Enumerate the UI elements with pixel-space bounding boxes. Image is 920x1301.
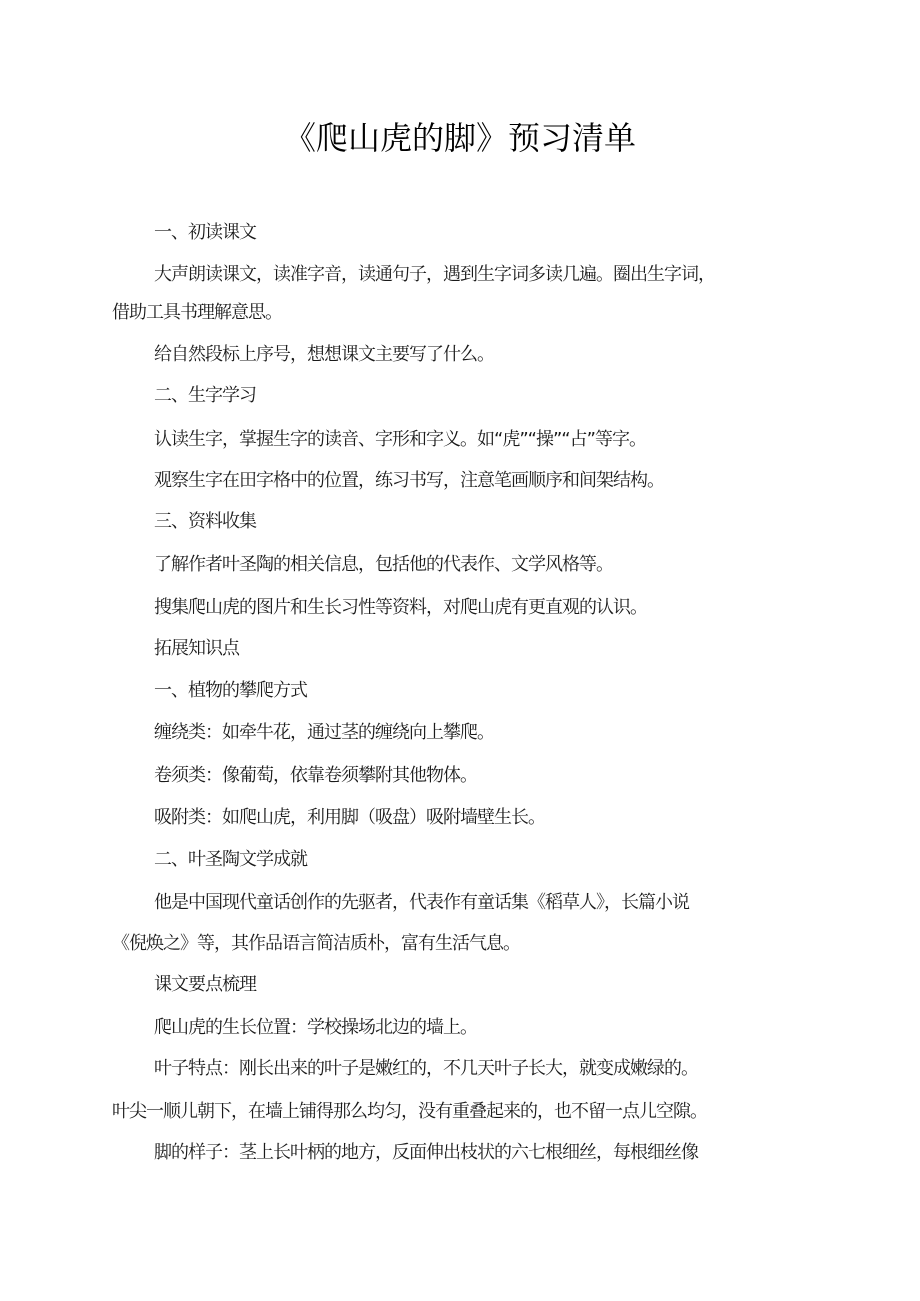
paragraph-line: 他是中国现代童话创作的先驱者，代表作有童话集《稻草人》，长篇小说 (154, 892, 689, 913)
paragraph-line-continued: 《倪焕之》等，其作品语言简洁质朴，富有生活气息。 (112, 933, 520, 954)
section-heading-new-characters: 二、生字学习 (154, 385, 256, 406)
paragraph-line: 卷须类：像葡萄，依靠卷须攀附其他物体。 (154, 765, 477, 786)
section-heading-extended-knowledge: 拓展知识点 (154, 638, 239, 659)
paragraph-line: 给自然段标上序号，想想课文主要写了什么。 (154, 344, 494, 365)
paragraph-line: 观察生字在田字格中的位置，练习书写，注意笔画顺序和间架结构。 (154, 470, 664, 491)
paragraph-line: 大声朗读课文，读准字音，读通句子，遇到生字词多读几遍。圈出生字词， (154, 264, 715, 285)
paragraph-line: 叶子特点：刚长出来的叶子是嫩红的，不几天叶子长大，就变成嫩绿的。 (154, 1058, 698, 1079)
section-heading-climbing-methods: 一、植物的攀爬方式 (154, 680, 307, 701)
section-heading-key-points: 课文要点梳理 (154, 974, 256, 995)
paragraph-line: 脚的样子：茎上长叶柄的地方，反面伸出枝状的六七根细丝，每根细丝像 (154, 1142, 698, 1163)
paragraph-line: 搜集爬山虎的图片和生长习性等资料，对爬山虎有更直观的认识。 (154, 597, 647, 618)
document-title: 《爬山虎的脚》预习清单 (283, 119, 636, 157)
paragraph-line: 了解作者叶圣陶的相关信息，包括他的代表作、文学风格等。 (154, 554, 613, 575)
paragraph-line-continued: 借助工具书理解意思。 (112, 302, 282, 323)
paragraph-line: 爬山虎的生长位置：学校操场北边的墙上。 (154, 1017, 477, 1038)
paragraph-line: 吸附类：如爬山虎，利用脚（吸盘）吸附墙壁生长。 (154, 807, 545, 828)
section-heading-first-reading: 一、初读课文 (154, 222, 256, 243)
paragraph-line-continued: 叶尖一顺儿朝下，在墙上铺得那么均匀，没有重叠起来的，也不留一点儿空隙。 (112, 1101, 707, 1122)
section-heading-literary-achievements: 二、叶圣陶文学成就 (154, 849, 307, 870)
paragraph-line: 认读生字，掌握生字的读音、字形和字义。如“虎”“操”“占”等字。 (154, 429, 646, 450)
paragraph-line: 缠绕类：如牵牛花，通过茎的缠绕向上攀爬。 (154, 722, 494, 743)
section-heading-materials: 三、资料收集 (154, 511, 256, 532)
